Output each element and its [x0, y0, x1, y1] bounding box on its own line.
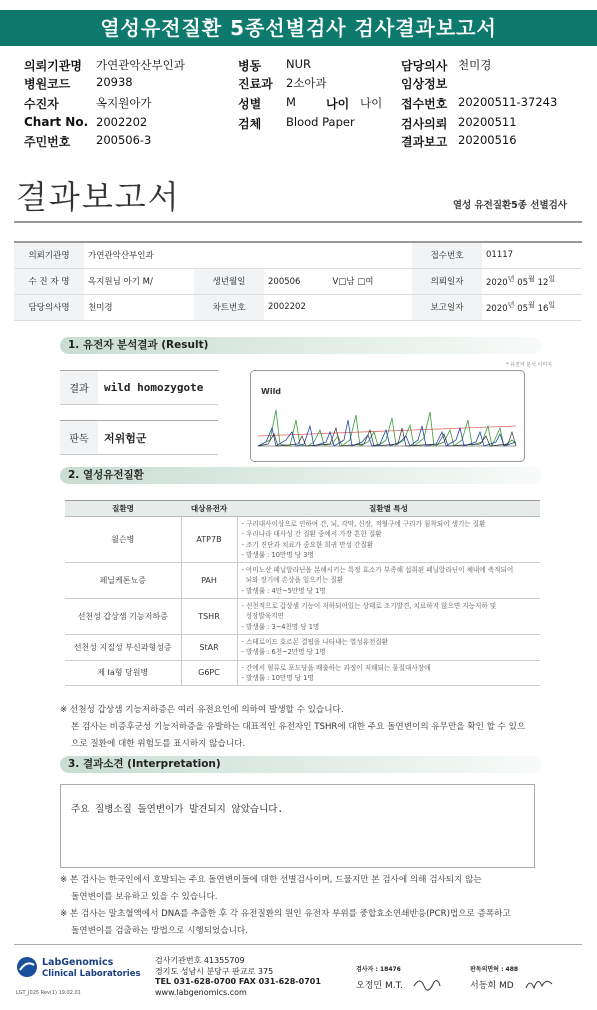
tester-name: 오정민 M.T.: [356, 981, 403, 991]
disease-name: 선천성 지질성 부신과형성증: [65, 634, 181, 660]
feature-line: - 구리대사이상으로 인하여 간, 뇌, 각막, 신장, 적혈구에 구리가 침착되어 생기는 질환: [241, 520, 486, 528]
address-line: 경기도 성남시 분당구 판교로 375: [155, 966, 274, 976]
hdr-value: 나이: [360, 96, 383, 110]
feature-line: 뇌와 장기에 손상을 일으키는 질환: [241, 576, 344, 585]
info-label: 생년월일: [194, 268, 264, 294]
hdr-value: 2소아과: [286, 76, 327, 90]
disease-features: [237, 634, 540, 660]
hdr-label: 진료과: [238, 77, 273, 91]
chromatogram-frame: [251, 371, 525, 462]
birth-date: 200506: [268, 277, 301, 287]
feature-line: - 발생률 : 6천~2만명 당 1명: [241, 648, 326, 657]
hdr-value: 20200516: [458, 133, 517, 147]
note-line: ※ 본 검사는 한국인에서 호발되는 주요 돌연변이들에 대한 선별검사이며, 드물지만 본 검사에 의해 검사되지 않는: [60, 875, 482, 885]
disease-features: [237, 517, 540, 563]
target-gene: ATP7B: [181, 517, 237, 563]
feature-line: - 간에서 혈류로 포도당을 배출하는 과정이 저해되는 물질대사장애: [241, 663, 431, 672]
result-label: 결과: [60, 371, 98, 405]
hdr-label: 담당의사: [401, 59, 448, 73]
address-line: 검사기관번호 41355709: [155, 956, 245, 965]
table-row: [14, 242, 582, 268]
feature-line: - 스테로이드 호르몬 결핍을 나타내는 열성유전질환: [241, 637, 389, 646]
target-gene: PAH: [181, 563, 237, 599]
target-gene: TSHR: [181, 599, 237, 635]
note-line: 으로 질환에 대한 위험도를 표시하지 않습니다.: [71, 739, 246, 749]
month: 05: [517, 303, 529, 314]
note-line: 본 검사는 비증후군성 기능저하증을 유발하는 대표적인 유전자인 TSHR에 대한 주요 돌연변이의 유무만을 확인 할 수 있으: [71, 722, 526, 732]
info-value: 천미경: [84, 294, 194, 320]
disease-name: 페닐케톤뇨증: [65, 563, 181, 599]
hdr-label: 병원코드: [24, 77, 71, 91]
info-label: 수 진 자 명: [14, 268, 84, 294]
hdr-value: 가연관악산부인과: [96, 58, 185, 72]
table-row: [60, 421, 218, 455]
hdr-value: NUR: [286, 57, 312, 71]
footer-divider: [14, 944, 582, 945]
year: 2020: [486, 277, 508, 288]
table-row: [65, 660, 540, 686]
table-header-row: [65, 501, 540, 517]
notes-section2: [60, 702, 580, 753]
title-divider: [14, 221, 582, 223]
day-unit: 일: [548, 274, 556, 284]
disease-features: [237, 563, 540, 599]
info-label: 차트번호: [194, 294, 264, 320]
interpretation-box: [60, 784, 535, 868]
hdr-value: 옥지원아가: [96, 96, 152, 110]
table-row: [14, 294, 582, 320]
footer-address: [155, 956, 321, 998]
hdr-value: 20938: [96, 75, 133, 89]
signature-tester: [356, 964, 403, 991]
note-line: 돌연변이를 검출하는 방법으로 시행되었습니다.: [71, 926, 248, 936]
note-line: ※ 선천성 갑상샘 기능저하증은 여러 유전요인에 의하여 발생할 수 있습니다.: [60, 705, 344, 715]
month: 05: [517, 277, 529, 288]
table-row: [65, 634, 540, 660]
note-line: ※ 본 검사는 말초혈액에서 DNA를 추출한 후 각 유전질환의 원인 유전자 부위를 중합효소연쇄반응(PCR)법으로 증폭하고: [60, 909, 511, 919]
table-row: [65, 517, 540, 563]
info-value: 2002202: [264, 294, 412, 320]
month-unit: 월: [528, 300, 535, 310]
hdr-label: 병동: [238, 59, 262, 73]
disease-table: [65, 500, 540, 686]
sex-mark: V: [332, 277, 339, 287]
year: 2020: [486, 303, 508, 314]
info-label: 보고일자: [412, 294, 482, 320]
hdr-label: 나이: [326, 97, 350, 111]
table-row: [60, 371, 218, 405]
hdr-value: 2002202: [96, 115, 148, 129]
result-value: wild homozygote: [98, 371, 218, 405]
hdr-label: 접수번호: [401, 97, 448, 111]
labgenomics-logo-icon: [16, 956, 38, 978]
sex-female-checkbox: □여: [357, 277, 374, 287]
reading-value: 저위험군: [98, 421, 218, 455]
info-label: 담당의사명: [14, 294, 84, 320]
hdr-value: M: [286, 95, 296, 109]
feature-line: - 발생률 : 3~4천명 당 1명: [241, 622, 320, 631]
info-label: 의뢰기관명: [14, 242, 84, 268]
disease-name: 선천성 갑상샘 기능저하증: [65, 599, 181, 635]
target-gene: StAR: [181, 634, 237, 660]
logo-subname: Clinical Laboratories: [42, 969, 141, 979]
disease-name: 제 Ia형 당원병: [65, 660, 181, 686]
info-value: 옥지원님 아기 M/: [84, 268, 194, 294]
hdr-label: 성별: [238, 97, 262, 111]
feature-line: - 아미노산 페닐알라닌을 분해시키는 특정 효소가 부족해 섭취된 페닐알라닌이 체내에 축적되어: [241, 566, 514, 575]
report-title: 결과보고서: [16, 178, 181, 216]
hdr-label: 검사의뢰: [401, 117, 448, 131]
info-label: 의뢰일자: [412, 268, 482, 294]
feature-line: - 발생률 : 10만명 당 3명: [241, 550, 314, 559]
section-interpretation-header: 3. 결과소견 (Interpretation): [60, 756, 542, 773]
hdr-value: 천미경: [458, 58, 492, 72]
note-line: 돌연변이를 보유하고 있을 수 있습니다.: [71, 892, 218, 902]
target-gene: G6PC: [181, 660, 237, 686]
chromatogram-image: [250, 370, 525, 462]
col-header: 질환명: [65, 501, 181, 517]
hdr-label: 주민번호: [24, 135, 71, 149]
address-line: TEL 031-628-0700 FAX 031-628-0701: [155, 977, 321, 986]
hdr-label: 임상정보: [401, 77, 448, 91]
hdr-label: 의뢰기관명: [24, 59, 82, 73]
day-unit: 일: [548, 300, 556, 310]
hdr-label: 결과보고: [401, 135, 448, 149]
reading-label: 판독: [60, 421, 98, 455]
info-value: 01117: [482, 242, 582, 268]
hdr-value: 20200511: [458, 115, 517, 129]
section-result-header: 1. 유전자 분석결과 (Result): [60, 337, 542, 354]
day: 12: [537, 277, 549, 288]
month-unit: 월: [528, 274, 535, 284]
feature-line: - 선천적으로 갑상샘 기능이 저하되어있는 상태로 조기발견, 치료하지 않으면 지능저하 및: [241, 602, 497, 611]
reader-name: 서동희 MD: [470, 981, 514, 991]
report-subtitle: 열성 유전질환5종 선별검사: [452, 200, 567, 211]
hdr-label: 수진자: [24, 97, 59, 111]
feature-line: - 발생률 : 4만~5만명 당 1명: [241, 586, 326, 595]
feature-line: - 우리나라 대사성 간 질환 중에서 가장 흔한 질환: [241, 530, 382, 539]
reader-signature-icon: [524, 974, 554, 992]
disease-name: 윌슨병: [65, 517, 181, 563]
signature-reader: [470, 964, 518, 991]
result-box: [60, 370, 218, 405]
gene-image-note: * 유전자 분석 이미지: [506, 362, 552, 368]
info-table: [14, 241, 582, 321]
reader-license: 판독의면허 : 488: [470, 966, 519, 973]
disease-features: [237, 599, 540, 635]
interpretation-text: 주요 질병소질 돌연변이가 발견되지 않았습니다.: [71, 804, 284, 815]
address-line: www.labgenomics.com: [155, 987, 247, 997]
tester-signature-icon: [412, 974, 442, 992]
hdr-label: Chart No.: [24, 115, 89, 129]
hdr-label: 검체: [238, 117, 262, 131]
chromatogram-label: Wild: [261, 387, 282, 396]
table-row: [14, 268, 582, 294]
feature-line: - 조기 진단과 치료가 중요한 희귀 만성 간질환: [241, 540, 374, 549]
reading-box: [60, 420, 218, 455]
disease-features: [237, 660, 540, 686]
day: 16: [537, 303, 549, 314]
form-code: LGT_J025 Rev(1) 19.02.01: [16, 990, 81, 996]
info-label: 접수번호: [412, 242, 482, 268]
table-row: [65, 563, 540, 599]
year-unit: 년: [507, 274, 515, 284]
logo-name: LabGenomics: [42, 957, 114, 968]
col-header: 대상유전자: [181, 501, 237, 517]
feature-line: - 발생률 : 10만명 당 1명: [241, 673, 314, 682]
year-unit: 년: [507, 300, 515, 310]
feature-line: 성장발육지연: [241, 612, 284, 621]
hdr-value: 20200511-37243: [458, 95, 558, 109]
info-value: 가연관악산부인과: [84, 242, 412, 268]
notes-section3: [60, 872, 590, 940]
col-header: 질환별 특성: [237, 501, 540, 517]
hdr-value: 200506-3: [96, 133, 152, 147]
table-row: [65, 599, 540, 635]
sex-male-checkbox: □남: [338, 277, 355, 287]
tester-license: 검사자 : 18476: [356, 966, 401, 973]
section-disease-header: 2. 열성유전질환: [60, 467, 542, 484]
hdr-value: Blood Paper: [286, 115, 355, 129]
report-banner: 열성유전질환 5종선별검사 검사결과보고서: [0, 10, 597, 46]
